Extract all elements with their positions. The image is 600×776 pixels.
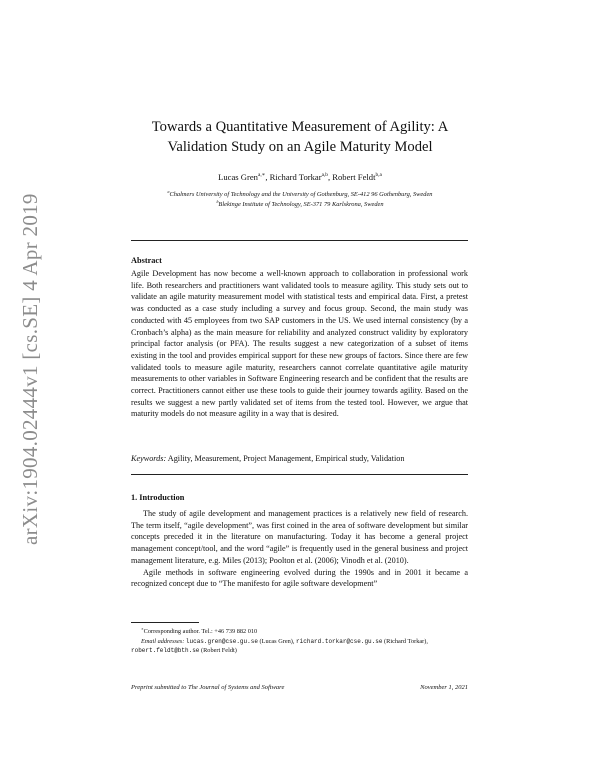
- footnote-text: Corresponding author. Tel.: +46 739 882 010: [143, 628, 258, 635]
- paragraph: The study of agile development and management practices is a relatively new field of research. The term itself, “agile development”, was first coined in the area of software development but similar concepts preceded it in the literature on manufacturing. Today it has become a general project management concept/tool, and the word “agile” is frequently used in the general business and project management literature, e.g. Miles (2013); Poolton et al. (2006); Vinodh et al. (2010).: [131, 509, 468, 565]
- author-name: Robert Feldt: [332, 172, 376, 182]
- footnote-mark: ∗: [141, 626, 144, 631]
- affiliation: [100, 200, 500, 210]
- author-affil-mark: b,a: [375, 172, 382, 179]
- footer-journal: Preprint submitted to The Journal of Systems and Software: [131, 684, 285, 691]
- email-owner: (Richard Torkar),: [384, 637, 428, 645]
- affiliation: [100, 190, 500, 200]
- email-owner: (Robert Feldt): [201, 647, 237, 655]
- author-list: Lucas Gren$^{a,∗}$, Richard Torkar$^{a,b}$, Robert Feldt$^{b,a}$: [218, 172, 382, 182]
- abstract-body: [131, 268, 468, 420]
- author-name: Lucas Gren: [218, 172, 258, 182]
- email-link[interactable]: robert.feldt@bth.se: [131, 647, 200, 655]
- affiliations: [100, 190, 500, 209]
- abstract-heading: Abstract: [131, 256, 162, 265]
- footnote-rule: [131, 622, 199, 623]
- footnote-corresponding: [131, 627, 468, 637]
- author-name: Richard Torkar: [269, 172, 322, 182]
- section-heading: 1. Introduction: [131, 493, 185, 502]
- page-footer: [131, 684, 468, 691]
- title-line-1: Towards a Quantitative Measurement of Agility: A: [151, 119, 449, 135]
- affiliation-text: Blekinge Institute of Technology, SE-371 79 Karlskrona, Sweden: [218, 200, 384, 208]
- email-link[interactable]: lucas.gren@cse.gu.se: [185, 637, 258, 645]
- abstract-bottom-rule: [131, 474, 468, 475]
- email-link[interactable]: richard.torkar@cse.gu.se: [296, 637, 383, 645]
- introduction-body: [131, 508, 468, 590]
- email-label: Email addresses:: [141, 637, 185, 645]
- author-affil-mark: a,∗: [257, 172, 266, 179]
- keywords-text: Agility, Measurement, Project Management, Empirical study, Validation: [167, 454, 405, 463]
- affiliation-mark: a: [167, 188, 170, 194]
- affiliation-mark: b: [216, 198, 219, 204]
- arxiv-stamp: arXiv:1904.02444v1 [cs.SE] 4 Apr 2019: [18, 193, 42, 545]
- title-line-2: Validation Study on an Agile Maturity Model: [167, 139, 433, 155]
- keywords-label: Keywords:: [131, 454, 167, 463]
- abstract-top-rule: [131, 240, 468, 241]
- footer-date: November 1, 2021: [420, 684, 468, 691]
- paragraph: Agile methods in software engineering evolved during the 1990s and in 2001 it became a recognized concept due to “The manifesto for agile software development”: [131, 567, 468, 589]
- footnote-emails: [131, 637, 468, 656]
- author-affil-mark: a,b: [321, 172, 328, 179]
- paper-title: [130, 117, 470, 157]
- abstract-text: Agile Development has now become a well-known approach to collaboration in professional work life. Both researchers and practitioners want validated tools to measure agility. This study sets out to validate an agile maturity measurement model with statistical tests and empirical data. First, a pretest was conducted as a case study including a survey and focus group. Second, the main study was conducted with 45 employees from two SAP customers in the US. We used internal consistency (by a Cronbach’s alpha) as the main measure for reliability and analyzed construct validity by exploratory principal factor analysis (or PFA). The results suggest a new categorization of a subset of items existing in the tool and provides empirical support for these new groups of factors. Since there are few validated tools to measure agile maturity, researchers cannot correlate quantitative agile maturity measurements to other variables in Software Engineering research and be confident that the results are correct. Practitioners cannot either use these tools to guide their journey towards agility. Based on the results we suggest a new partly validated set of items from the tested tool. However, we argue that maturity models do not measure agility in a way that is desired.: [131, 269, 468, 419]
- affiliation-text: Chalmers University of Technology and the University of Gothenburg, SE-412 96 Gothenburg, Sweden: [169, 191, 433, 198]
- footnotes: [131, 627, 468, 656]
- email-owner: (Lucas Gren),: [259, 637, 295, 645]
- keywords: [131, 454, 468, 463]
